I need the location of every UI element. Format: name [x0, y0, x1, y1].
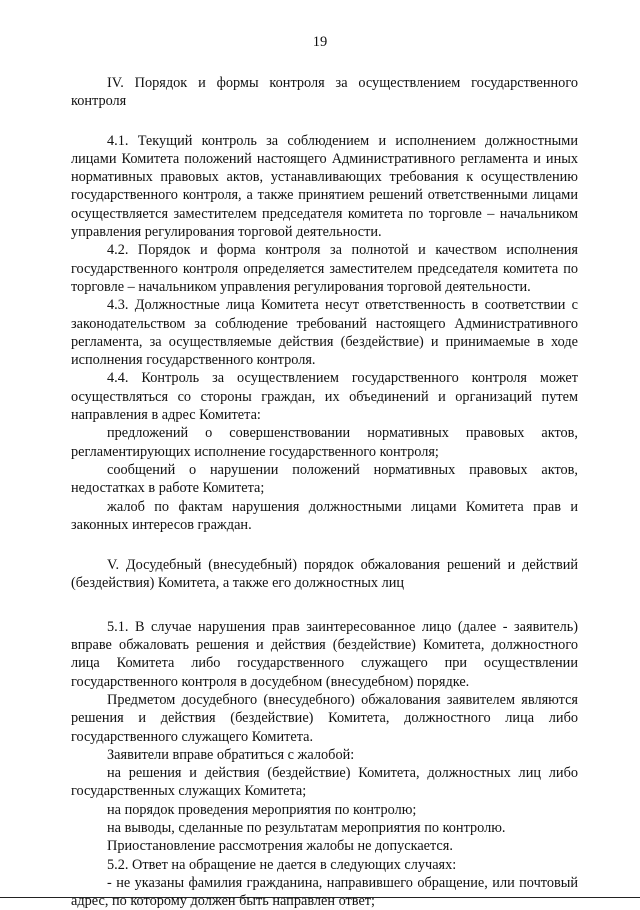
list-item-conclusions: на выводы, сделанные по результатам мероприятия по контролю. — [107, 819, 506, 836]
list-item-procedure: на порядок проведения мероприятия по контролю; — [107, 801, 417, 818]
paragraph-applicants-right: Заявители вправе обратиться с жалобой: — [107, 746, 355, 763]
paragraph-4-1: 4.1. Текущий контроль за соблюдением и исполнением должностными лицами Комитета положений настоящего Административного регламента и иных нормативных правовых актов, устанавливающих требования к осуществлению государственного контроля, а также принятием решений ответственными лицами осуществляется заместителем председателя комитета по торговле – начальником управления регулирования торговой деятельности. — [71, 132, 578, 241]
list-item-reports: сообщений о нарушении положений нормативных правовых актов, недостатках в работе Комитета; — [71, 461, 578, 497]
list-item-complaints: жалоб по фактам нарушения должностными лицами Комитета прав и законных интересов граждан. — [71, 498, 578, 533]
paragraph-5-2: 5.2. Ответ на обращение не дается в следующих случаях: — [107, 856, 457, 873]
page-number: 19 — [312, 34, 328, 50]
list-item-no-name: - не указаны фамилия гражданина, направившего обращение, или почтовый адрес, по которому должен быть направлен ответ; — [71, 874, 578, 910]
paragraph-5-1: 5.1. В случае нарушения прав заинтересованное лицо (далее - заявитель) вправе обжаловать решения и действия (бездействие) Комитета, должностного лица Комитета либо государственного служащего при осуществлении государственного контроля в досудебном (внесудебном) порядке. — [71, 618, 578, 690]
bottom-edge-line — [0, 897, 640, 898]
paragraph-4-4: 4.4. Контроль за осуществлением государственного контроля может осуществляться со стороны граждан, их объединений и организаций путем направления в адрес Комитета: — [71, 370, 578, 424]
paragraph-appeal-subject: Предметом досудебного (внесудебного) обжалования заявителем являются решения и действия (бездействие) Комитета, должностного лица либо государственного служащего Комитета. — [71, 691, 578, 745]
paragraph-4-2: 4.2. Порядок и форма контроля за полнотой и качеством исполнения государственного контроля определяется заместителем председателя комитета по торговле – начальником управления регулирования торговой деятельности. — [71, 242, 578, 295]
paragraph-4-3: 4.3. Должностные лица Комитета несут ответственность в соответствии с законодательством за соблюдение требований настоящего Административного регламента, за осуществляемые действия (бездействие) и принимаемые в ходе исполнения государственного контроля. — [71, 297, 578, 369]
section-4-heading: IV. Порядок и формы контроля за осуществлением государственного контроля — [71, 75, 578, 110]
document-body — [71, 74, 578, 910]
section-5-heading: V. Досудебный (внесудебный) порядок обжалования решений и действий (бездействия) Комитета, а также его должностных лиц — [71, 557, 578, 592]
list-item-decisions: на решения и действия (бездействие) Комитета, должностных лиц либо государственных служащих Комитета; — [71, 765, 578, 800]
list-item-proposals: предложений о совершенствовании нормативных правовых актов, регламентирующих исполнение государственного контроля; — [71, 425, 578, 460]
paragraph-no-suspension: Приостановление рассмотрения жалобы не допускается. — [107, 838, 453, 855]
